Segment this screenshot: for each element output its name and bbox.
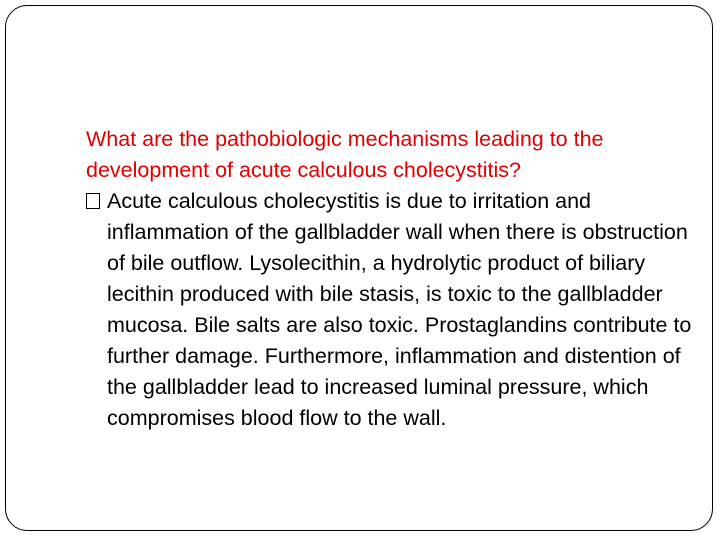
slide-frame [5, 5, 713, 531]
question-text: What are the pathobiologic mechanisms leading to the development of acute calculous cholecystitis? [86, 127, 604, 182]
answer-bullet-item [86, 186, 696, 434]
square-bullet-icon [86, 193, 100, 209]
answer-text: Acute calculous cholecystitis is due to irritation and inflammation of the gallbladder wall when there is obstruction of bile outflow. Lysolecithin, a hydrolytic product of biliary lecithin produced with bile stasis, is toxic to the gallbladder mucosa. Bile salts are also toxic. Prostaglandins contribute to further damage. Furthermore, inflammation and distention of the gallbladder lead to increased luminal pressure, which compromises blood flow to the wall. [107, 189, 692, 430]
slide-content [86, 124, 696, 434]
